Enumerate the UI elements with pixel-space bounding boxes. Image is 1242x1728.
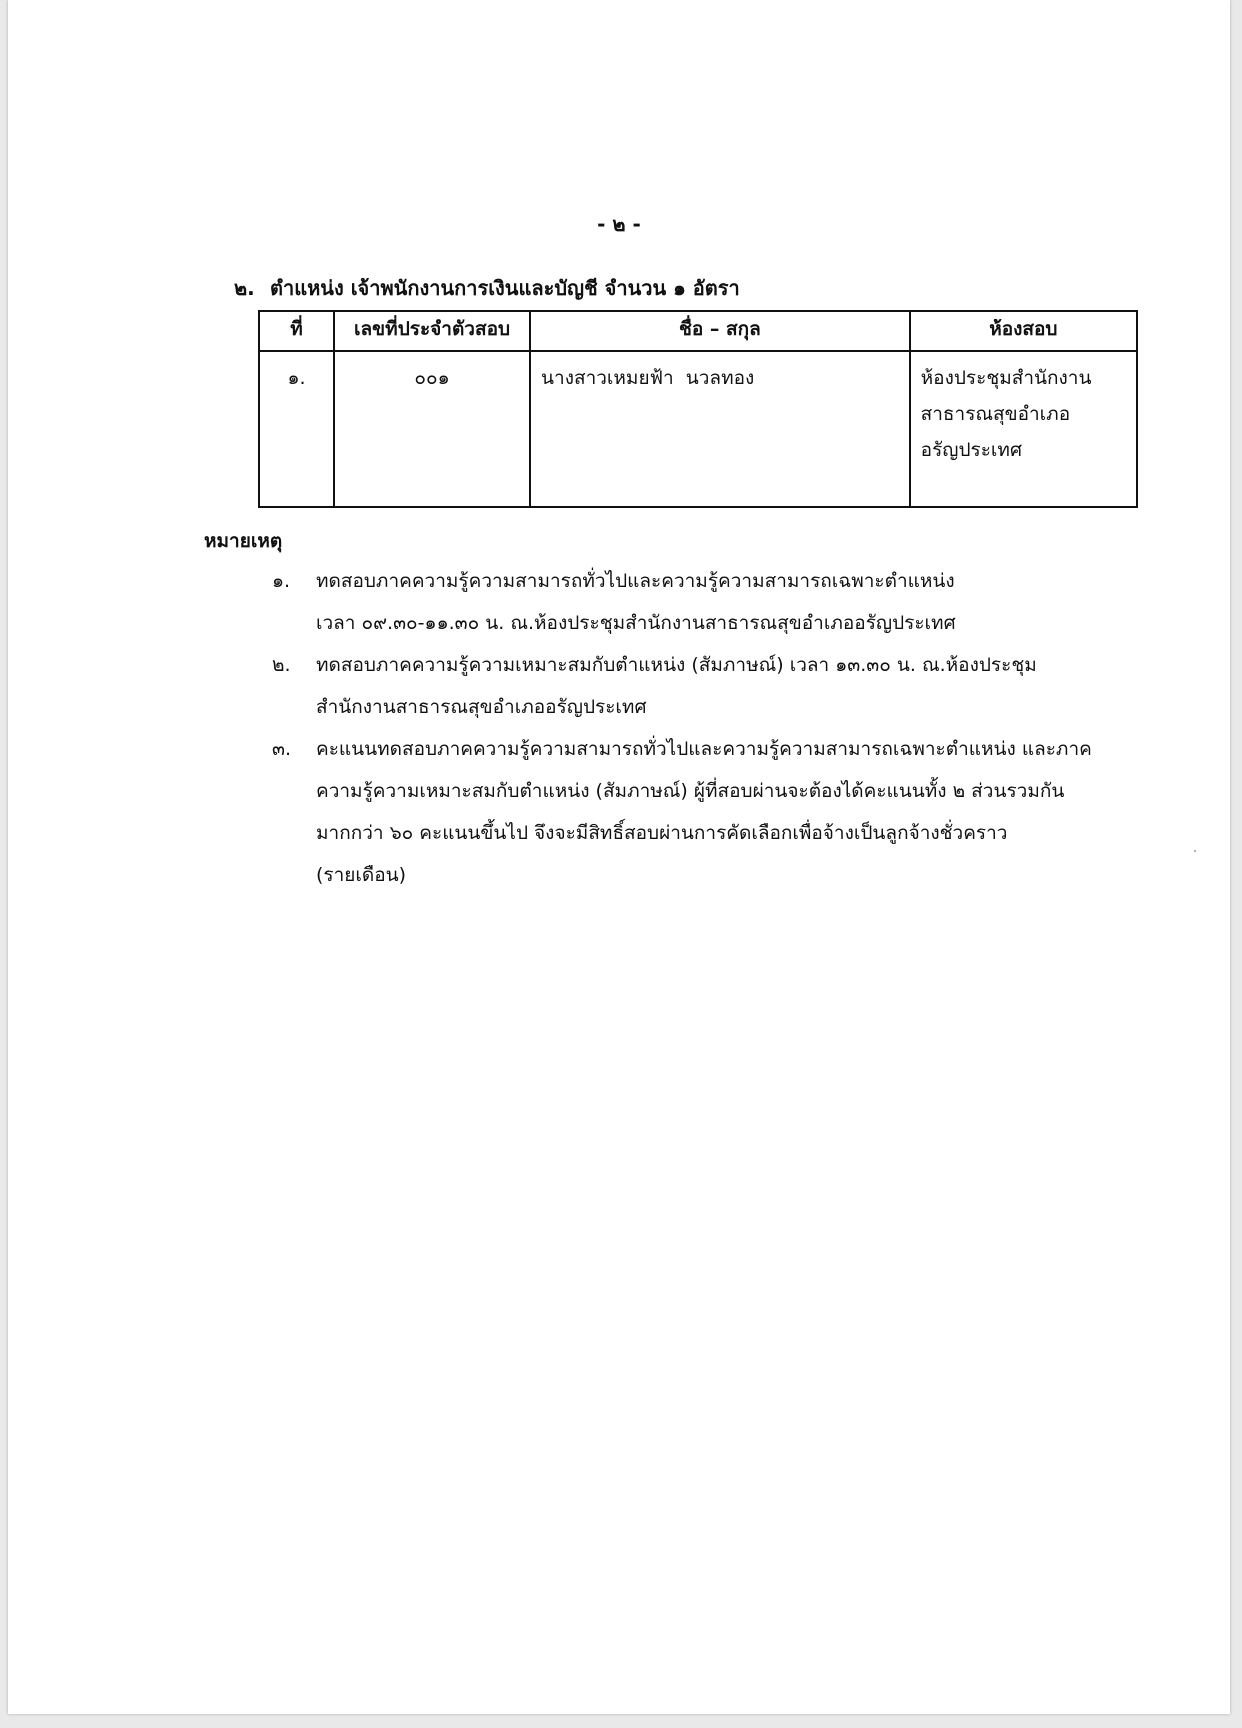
section-heading	[234, 272, 740, 304]
remark-line: คะแนนทดสอบภาคความรู้ความสามารถทั่วไปและความรู้ความสามารถเฉพาะตำแหน่ง และภาค	[316, 738, 1092, 760]
exam-schedule-table	[258, 310, 1138, 508]
cell-no: ๑.	[259, 351, 334, 507]
header-exam-room: ห้องสอบ	[910, 311, 1137, 351]
cell-exam-room	[910, 351, 1137, 507]
remark-line: ทดสอบภาคความรู้ความเหมาะสมกับตำแหน่ง (สัมภาษณ์) เวลา ๑๓.๓๐ น. ณ.ห้องประชุม	[316, 654, 1037, 676]
remark-line: มากกว่า ๖๐ คะแนนขึ้นไป จึงจะมีสิทธิ์สอบผ่านการคัดเลือกเพื่อจ้างเป็นลูกจ้างชั่วคราว	[316, 822, 1008, 844]
remark-text	[316, 560, 1152, 644]
cell-name: นางสาวเหมยฟ้า นวลทอง	[530, 351, 910, 507]
scan-speck	[1194, 850, 1196, 852]
section-title: ตำแหน่ง เจ้าพนักงานการเงินและบัญชี จำนวน ๑ อัตรา	[270, 276, 740, 300]
room-line: สาธารณสุขอำเภอ	[920, 403, 1071, 425]
remark-number: ๓.	[272, 738, 292, 760]
header-name: ชื่อ – สกุล	[530, 311, 910, 351]
remarks-list	[272, 560, 1152, 896]
remark-text	[316, 644, 1152, 728]
remark-line: สำนักงานสาธารณสุขอำเภออรัญประเทศ	[316, 696, 647, 718]
remark-line: ความรู้ความเหมาะสมกับตำแหน่ง (สัมภาษณ์) ผู้ที่สอบผ่านจะต้องได้คะแนนทั้ง ๒ ส่วนรวมกัน	[316, 780, 1065, 802]
room-line: อรัญประเทศ	[920, 439, 1023, 461]
remark-line: ทดสอบภาคความรู้ความสามารถทั่วไปและความรู้ความสามารถเฉพาะตำแหน่ง	[316, 570, 955, 592]
remark-line: เวลา ๐๙.๓๐-๑๑.๓๐ น. ณ.ห้องประชุมสำนักงานสาธารณสุขอำเภออรัญประเทศ	[316, 612, 956, 634]
page-number: - ๒ -	[597, 212, 641, 236]
remark-item	[272, 644, 1152, 728]
remark-number: ๑.	[272, 570, 291, 592]
header-exam-id: เลขที่ประจำตัวสอบ	[334, 311, 530, 351]
document-page	[8, 0, 1230, 1714]
remark-text	[316, 728, 1152, 896]
section-number: ๒.	[234, 276, 255, 300]
table-header-row	[259, 311, 1137, 351]
remark-number: ๒.	[272, 654, 291, 676]
remark-line: (รายเดือน)	[316, 864, 407, 886]
cell-exam-id: ๐๐๑	[334, 351, 530, 507]
remark-item	[272, 560, 1152, 644]
remark-item	[272, 728, 1152, 896]
table-row	[259, 351, 1137, 507]
remarks-title: หมายเหตุ	[204, 530, 283, 552]
room-line: ห้องประชุมสำนักงาน	[920, 367, 1092, 389]
header-no: ที่	[259, 311, 334, 351]
